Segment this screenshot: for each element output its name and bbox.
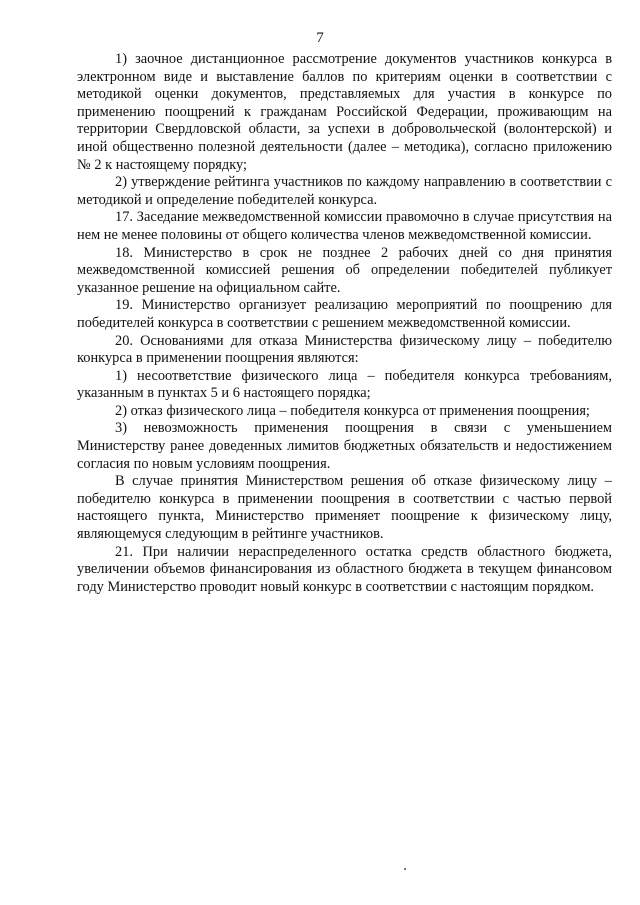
paragraph-clause-17: 17. Заседание межведомственной комиссии правомочно в случае присутствия на нем не менее половины от общего количества членов межведомственной комиссии. [77, 209, 612, 243]
paragraph-refusal-reason-3: 3) невозможность применения поощрения в связи с уменьшением Министерству ранее доведенных лимитов бюджетных обязательств и недостижением согласия по новым условиям поощрения. [77, 420, 612, 472]
paragraph-clause-20: 20. Основаниями для отказа Министерства физическому лицу – победителю конкурса в применении поощрения являются: [77, 332, 612, 367]
paragraph-item-2-rating: 2) утверждение рейтинга участников по каждому направлению в соответствии с методикой и определение победителей конкурса. [77, 174, 612, 208]
paragraph-clause-20-refusal-case: В случае принятия Министерством решения об отказе физическому лицу – победителю конкурса в применении поощрения в соответствии с частью первой настоящего пункта, Министерство применяет поощрение к физическому лицу, являющемуся следующим в рейтинге участников. [77, 473, 612, 543]
paragraph-item-1-review: 1) заочное дистанционное рассмотрение документов участников конкурса в электронном виде и выставление баллов по критериям оценки в соответствии с методикой оценки документов, представляемых для участия в конкурсе по применению поощрений к гражданам Российской Федерации, проживающим на территории Свердловской области, за успехи в добровольческой (волонтерской) и иной общественно полезной деятельности (далее – методика), согласно приложению № 2 к настоящему порядку; [77, 51, 612, 173]
paragraph-clause-19: 19. Министерство организует реализацию мероприятий по поощрению для победителей конкурса в соответствии с решением межведомственной комиссии. [77, 297, 612, 331]
document-body [77, 51, 612, 596]
paragraph-clause-18: 18. Министерство в срок не позднее 2 рабочих дней со дня принятия межведомственной комиссией решения об определении победителей публикует указанное решение на официальном сайте. [77, 244, 612, 296]
scan-speck [404, 868, 406, 870]
page-number: 7 [316, 30, 324, 46]
paragraph-refusal-reason-2: 2) отказ физического лица – победителя конкурса от применения поощрения; [115, 402, 590, 419]
paragraph-refusal-reason-1: 1) несоответствие физического лица – победителя конкурса требованиям, указанным в пунктах 5 и 6 настоящего порядка; [77, 367, 612, 402]
paragraph-clause-21: 21. При наличии нераспределенного остатка средств областного бюджета, увеличении объемов финансирования из областного бюджета в текущем финансовом году Министерство проводит новый конкурс в соответствии с настоящим порядком. [77, 543, 612, 595]
